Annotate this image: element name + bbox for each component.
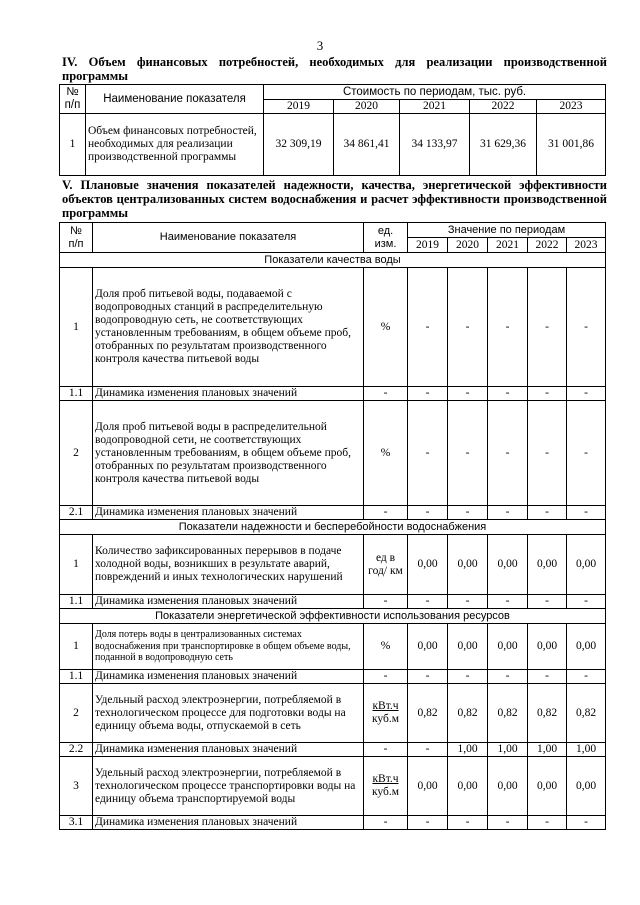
row-number: 1.1	[60, 670, 93, 684]
row-value: -	[408, 743, 448, 757]
row-name: Динамика изменения плановых значений	[93, 816, 364, 830]
row-value: 1,00	[448, 743, 488, 757]
row-value: -	[488, 670, 528, 684]
row-value: -	[488, 268, 528, 387]
row-value: 0,82	[448, 684, 488, 743]
row-value: -	[488, 595, 528, 609]
row-name: Доля проб питьевой воды в распределительной водопроводной сети, не соответствующих установленным требованиям, в общем объеме проб, отобранных по результатам производственного контроля качества питьевой воды	[93, 401, 364, 506]
row-number: 2.2	[60, 743, 93, 757]
row-value: 0,00	[528, 624, 567, 670]
year-header: 2020	[448, 238, 488, 253]
table-row	[60, 816, 606, 830]
section-5-heading: V. Плановые значения показателей надежности, качества, энергетической эффективности объектов централизованных систем водоснабжения и расчет эффективности производственной программы	[62, 178, 607, 220]
row-value: -	[488, 816, 528, 830]
row-value: 0,00	[528, 757, 567, 816]
row-value: -	[448, 268, 488, 387]
group-title-water-quality: Показатели качества воды	[60, 253, 606, 268]
page-number: 3	[316, 38, 324, 53]
row-value: 0,00	[408, 757, 448, 816]
cost-value: 34 861,41	[334, 114, 400, 176]
row-value: 0,00	[528, 535, 567, 595]
row-value: -	[567, 816, 606, 830]
row-value: -	[528, 401, 567, 506]
row-unit: %	[364, 624, 408, 670]
row-value: 0,82	[408, 684, 448, 743]
row-value: -	[528, 595, 567, 609]
row-value: 0,00	[567, 535, 606, 595]
unit-numerator: кВт.ч	[372, 773, 399, 785]
year-header: 2020	[334, 100, 400, 114]
row-unit: -	[364, 595, 408, 609]
table-row	[60, 114, 606, 176]
row-value: 0,82	[567, 684, 606, 743]
table-row	[60, 535, 606, 595]
row-value: 0,00	[488, 624, 528, 670]
row-value: -	[448, 506, 488, 520]
year-header: 2023	[537, 100, 606, 114]
row-value: -	[408, 816, 448, 830]
row-value: -	[567, 387, 606, 401]
row-name: Объем финансовых потребностей, необходимых для реализации производственной программы	[86, 114, 264, 176]
row-value: -	[408, 670, 448, 684]
row-name: Доля потерь воды в централизованных системах водоснабжения при транспортировке в общем объеме воды, поданной в водопроводную сеть	[93, 624, 364, 670]
financial-needs-table	[59, 84, 606, 176]
col-unit-header: ед. изм.	[364, 223, 408, 253]
row-value: -	[408, 595, 448, 609]
row-unit: -	[364, 743, 408, 757]
col-cost-header: Стоимость по периодам, тыс. руб.	[264, 85, 606, 100]
group-title-reliability: Показатели надежности и бесперебойности водоснабжения	[60, 520, 606, 535]
row-name: Динамика изменения плановых значений	[93, 595, 364, 609]
cost-value: 32 309,19	[264, 114, 334, 176]
year-header: 2022	[470, 100, 537, 114]
row-unit	[364, 757, 408, 816]
indicators-table	[59, 222, 606, 830]
row-name: Динамика изменения плановых значений	[93, 743, 364, 757]
row-value: 0,00	[448, 757, 488, 816]
unit-denominator: куб.м	[371, 713, 400, 725]
unit-denominator: куб.м	[371, 786, 400, 798]
row-value: -	[408, 506, 448, 520]
cost-value: 31 629,36	[470, 114, 537, 176]
year-header: 2021	[400, 100, 470, 114]
row-name: Удельный расход электроэнергии, потребляемой в технологическом процессе для подготовки воды на единицу объема воды, отпускаемой в сеть	[93, 684, 364, 743]
row-number: 1	[60, 535, 93, 595]
row-number: 2	[60, 684, 93, 743]
year-header: 2023	[567, 238, 606, 253]
row-value: -	[408, 401, 448, 506]
row-unit: -	[364, 670, 408, 684]
row-number: 2.1	[60, 506, 93, 520]
table-row	[60, 506, 606, 520]
row-value: -	[448, 670, 488, 684]
row-value: -	[528, 506, 567, 520]
row-unit: -	[364, 387, 408, 401]
row-value: -	[528, 387, 567, 401]
unit-numerator: кВт.ч	[372, 700, 399, 712]
table-row	[60, 670, 606, 684]
section-4-heading: IV. Объем финансовых потребностей, необходимых для реализации производственной программы	[62, 55, 607, 83]
row-value: 0,00	[567, 624, 606, 670]
row-name: Удельный расход электроэнергии, потребляемой в технологическом процессе транспортировки воды на единицу объема транспортируемой воды	[93, 757, 364, 816]
cost-value: 34 133,97	[400, 114, 470, 176]
row-value: -	[488, 387, 528, 401]
row-value: 0,00	[448, 624, 488, 670]
row-value: -	[528, 816, 567, 830]
row-value: 0,00	[448, 535, 488, 595]
col-num-header: № п/п	[60, 223, 93, 253]
row-name: Доля проб питьевой воды, подаваемой с водопроводных станций в распределительную водопроводную сеть, не соответствующих установленным требованиям, в общем объеме проб, отобранных по результатам производственного контроля качества питьевой воды	[93, 268, 364, 387]
row-value: -	[567, 506, 606, 520]
row-value: 1,00	[528, 743, 567, 757]
table-row	[60, 387, 606, 401]
row-number: 3.1	[60, 816, 93, 830]
row-number: 2	[60, 401, 93, 506]
row-unit	[364, 684, 408, 743]
row-value: -	[567, 595, 606, 609]
row-value: -	[567, 670, 606, 684]
row-unit: %	[364, 268, 408, 387]
row-number: 1.1	[60, 595, 93, 609]
row-name: Динамика изменения плановых значений	[93, 670, 364, 684]
row-value: -	[448, 595, 488, 609]
row-value: -	[448, 387, 488, 401]
row-value: 0,00	[408, 535, 448, 595]
table-row	[60, 595, 606, 609]
row-number: 1	[60, 624, 93, 670]
row-value: -	[408, 387, 448, 401]
year-header: 2019	[264, 100, 334, 114]
row-value: -	[488, 401, 528, 506]
row-value: -	[448, 816, 488, 830]
col-name-header: Наименование показателя	[86, 85, 264, 114]
row-number: 1.1	[60, 387, 93, 401]
row-value: 0,82	[488, 684, 528, 743]
row-unit: %	[364, 401, 408, 506]
row-name: Динамика изменения плановых значений	[93, 387, 364, 401]
row-name: Динамика изменения плановых значений	[93, 506, 364, 520]
year-header: 2021	[488, 238, 528, 253]
group-title-energy-efficiency: Показатели энергетической эффективности использования ресурсов	[60, 609, 606, 624]
row-value: 0,00	[408, 624, 448, 670]
row-unit: -	[364, 506, 408, 520]
row-value: 1,00	[567, 743, 606, 757]
col-num-header: № п/п	[60, 85, 86, 114]
row-unit: -	[364, 816, 408, 830]
col-values-header: Значение по периодам	[408, 223, 606, 238]
row-name: Количество зафиксированных перерывов в подаче холодной воды, возникших в результате аварий, повреждений и иных технологических нарушений	[93, 535, 364, 595]
row-value: -	[528, 670, 567, 684]
table-row	[60, 401, 606, 506]
table-row	[60, 624, 606, 670]
row-number: 3	[60, 757, 93, 816]
row-value: -	[567, 268, 606, 387]
col-name-header: Наименование показателя	[93, 223, 364, 253]
row-value: -	[488, 506, 528, 520]
row-value: -	[448, 401, 488, 506]
table-row	[60, 268, 606, 387]
year-header: 2022	[528, 238, 567, 253]
table-row	[60, 757, 606, 816]
row-value: 0,82	[528, 684, 567, 743]
row-number: 1	[60, 268, 93, 387]
row-value: -	[408, 268, 448, 387]
row-value: 1,00	[488, 743, 528, 757]
cost-value: 31 001,86	[537, 114, 606, 176]
row-value: 0,00	[488, 757, 528, 816]
table-row	[60, 684, 606, 743]
row-value: -	[528, 268, 567, 387]
table-row	[60, 743, 606, 757]
row-value: -	[567, 401, 606, 506]
row-value: 0,00	[488, 535, 528, 595]
row-unit: ед в год/ км	[364, 535, 408, 595]
row-number: 1	[60, 114, 86, 176]
row-value: 0,00	[567, 757, 606, 816]
year-header: 2019	[408, 238, 448, 253]
